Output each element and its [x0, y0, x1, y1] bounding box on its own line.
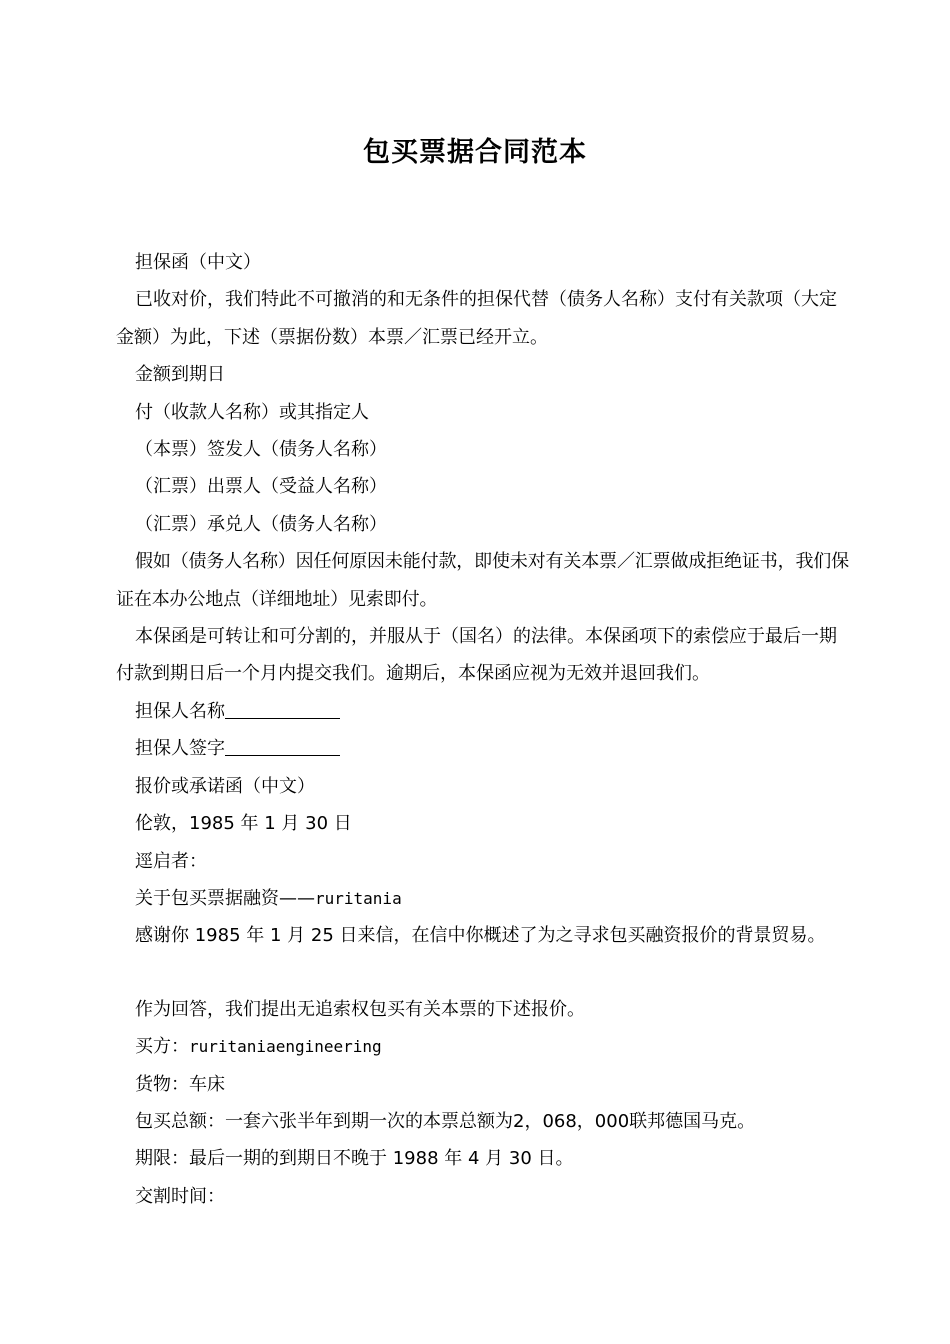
- paragraph-forfaiting-amount: [116, 1103, 852, 1140]
- paragraph-draft-acceptor: （汇票）承兑人（债务人名称）: [135, 513, 387, 535]
- paragraph-term: 期限：最后一期的到期日不晚于 1988 年 4 月 30 日。: [135, 1148, 574, 1170]
- paragraph-buyer: [116, 1028, 852, 1065]
- paragraph-amount-due-date: 金额到期日: [135, 364, 225, 386]
- paragraph-payment-guarantee: 假如（债务人名称）因任何原因未能付款，即使未对有关本票／汇票做成拒绝证书，我们保证在本办公地点（详细地址）见索即付。: [116, 551, 849, 610]
- amount-value: 2，068，000: [513, 1110, 630, 1132]
- paragraph-guarantee-intro: 已收对价，我们特此不可撤消的和无条件的担保代替（债务人名称）支付有关款项（大定金额）为此，下述（票据份数）本票／汇票已经开立。: [116, 289, 837, 348]
- paragraph-response: 作为回答，我们提出无追索权包买有关本票的下述报价。: [135, 998, 585, 1020]
- subject-prefix: 关于包买票据融资——: [135, 887, 315, 909]
- amount-prefix: 包买总额：一套六张半年到期一次的本票总额为: [135, 1110, 513, 1132]
- paragraph-date: 伦敦，1985 年 1 月 30 日: [135, 813, 352, 835]
- paragraph-salutation: 逕启者：: [135, 850, 207, 872]
- guarantor-name-line: [116, 693, 852, 730]
- guarantor-signature-blank[interactable]: [225, 735, 340, 756]
- guarantor-signature-line: [116, 730, 852, 767]
- blank-line: [116, 955, 852, 991]
- paragraph-delivery-time: 交割时间：: [135, 1185, 225, 1207]
- paragraph-payee: 付（收款人名称）或其指定人: [135, 401, 369, 423]
- guarantor-name-blank[interactable]: [225, 698, 340, 719]
- document-title: 包买票据合同范本: [363, 137, 587, 168]
- paragraph-draft-drawer: （汇票）出票人（受益人名称）: [135, 476, 387, 498]
- document-body: [116, 244, 852, 1215]
- buyer-label: 买方：: [135, 1036, 189, 1058]
- paragraph-goods: 货物：车床: [135, 1073, 225, 1095]
- buyer-name: ruritaniaengineering: [189, 1037, 382, 1057]
- subject-country: ruritania: [315, 888, 402, 908]
- paragraph-promissory-issuer: （本票）签发人（债务人名称）: [135, 439, 387, 461]
- paragraph-thanks: 感谢你 1985 年 1 月 25 日来信，在信中你概述了为之寻求包买融资报价的背景贸易。: [135, 925, 826, 947]
- guarantor-name-label: 担保人名称: [135, 700, 225, 722]
- paragraph-transferability: 本保函是可转让和可分割的，并服从于（国名）的法律。本保函项下的索偿应于最后一期付款到期日后一个月内提交我们。逾期后，本保函应视为无效并退回我们。: [116, 626, 837, 685]
- paragraph-guarantee-heading: 担保函（中文）: [135, 252, 261, 273]
- amount-suffix: 联邦德国马克。: [629, 1110, 756, 1132]
- paragraph-subject: [116, 880, 852, 917]
- paragraph-quote-heading: 报价或承诺函（中文）: [135, 775, 315, 797]
- guarantor-signature-label: 担保人签字: [135, 738, 225, 760]
